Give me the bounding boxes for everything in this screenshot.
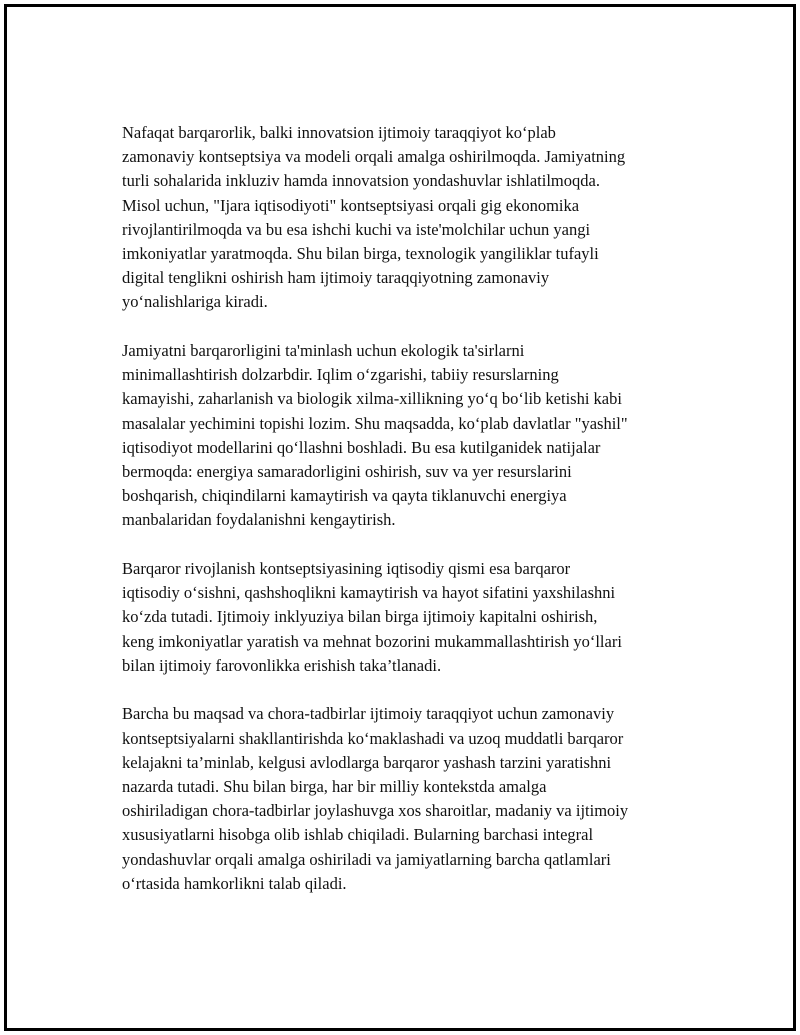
text-line: rivojlantirilmoqda va bu esa ishchi kuchi va iste'molchilar uchun yangi: [122, 219, 591, 239]
text-line: imkoniyatlar yaratmoqda. Shu bilan birga, texnologik yangiliklar tufayli: [122, 244, 599, 264]
paragraph-1: [122, 121, 702, 315]
text-line: o‘rtasida hamkorlikni talab qiladi.: [122, 873, 347, 893]
paragraph-4: [122, 702, 702, 896]
text-line: bermoqda: energiya samaradorligini oshirish, suv va yer resurslarini: [122, 462, 572, 482]
text-line: kelajakni ta’minlab, kelgusi avlodlarga barqaror yashash tarzini yaratishni: [122, 752, 612, 772]
text-line: boshqarish, chiqindilarni kamaytirish va qayta tiklanuvchi energiya: [122, 486, 567, 506]
text-line: Misol uchun, "Ijara iqtisodiyoti" kontseptsiyasi orqali gig ekonomika: [122, 195, 580, 215]
paragraph-3: [122, 557, 702, 678]
text-line: oshiriladigan chora-tadbirlar joylashuvga xos sharoitlar, madaniy va ijtimoiy: [122, 801, 629, 821]
text-line: keng imkoniyatlar yaratish va mehnat bozorini mukammallashtirish yo‘llari: [122, 631, 622, 651]
text-line: xususiyatlarni hisobga olib ishlab chiqiladi. Bularning barchasi integral: [122, 825, 594, 845]
text-line: kontseptsiyalarni shakllantirishda ko‘maklashadi va uzoq muddatli barqaror: [122, 728, 624, 748]
text-line: masalalar yechimini topishi lozim. Shu maqsadda, ko‘plab davlatlar "yashil": [122, 413, 628, 433]
text-line: kamayishi, zaharlanish va biologik xilma-xillikning yo‘q bo‘lib ketishi kabi: [122, 389, 622, 409]
text-line: Barqaror rivojlanish kontseptsiyasining iqtisodiy qismi esa barqaror: [122, 559, 571, 579]
text-line: manbalaridan foydalanishni kengaytirish.: [122, 510, 396, 530]
text-line: yondashuvlar orqali amalga oshiriladi va jamiyatlarning barcha qatlamlari: [122, 849, 611, 869]
text-line: nazarda tutadi. Shu bilan birga, har bir milliy kontekstda amalga: [122, 777, 547, 797]
text-line: Barcha bu maqsad va chora-tadbirlar ijtimoiy taraqqiyot uchun zamonaviy: [122, 704, 615, 724]
paragraph-2: [122, 339, 702, 533]
text-line: minimallashtirish dolzarbdir. Iqlim o‘zgarishi, tabiiy resurslarning: [122, 365, 559, 385]
document-body: [122, 121, 702, 920]
document-page: [4, 4, 796, 1031]
text-line: Nafaqat barqarorlik, balki innovatsion ijtimoiy taraqqiyot ko‘plab: [122, 123, 556, 142]
text-line: bilan ijtimoiy farovonlikka erishish taka’tlanadi.: [122, 655, 442, 675]
text-line: Jamiyatni barqarorligini ta'minlash uchun ekologik ta'sirlarni: [122, 341, 525, 361]
text-line: iqtisodiyot modellarini qo‘llashni boshladi. Bu esa kutilganidek natijalar: [122, 437, 601, 457]
text-line: ko‘zda tutadi. Ijtimoiy inklyuziya bilan birga ijtimoiy kapitalni oshirish,: [122, 607, 598, 627]
text-line: yo‘nalishlariga kiradi.: [122, 292, 268, 312]
text-line: iqtisodiy o‘sishni, qashshoqlikni kamaytirish va hayot sifatini yaxshilashni: [122, 583, 616, 603]
text-line: zamonaviy kontseptsiya va modeli orqali amalga oshirilmoqda. Jamiyatning: [122, 147, 626, 167]
text-line: turli sohalarida inkluziv hamda innovatsion yondashuvlar ishlatilmoqda.: [122, 171, 600, 191]
text-line: digital tenglikni oshirish ham ijtimoiy taraqqiyotning zamonaviy: [122, 268, 550, 288]
